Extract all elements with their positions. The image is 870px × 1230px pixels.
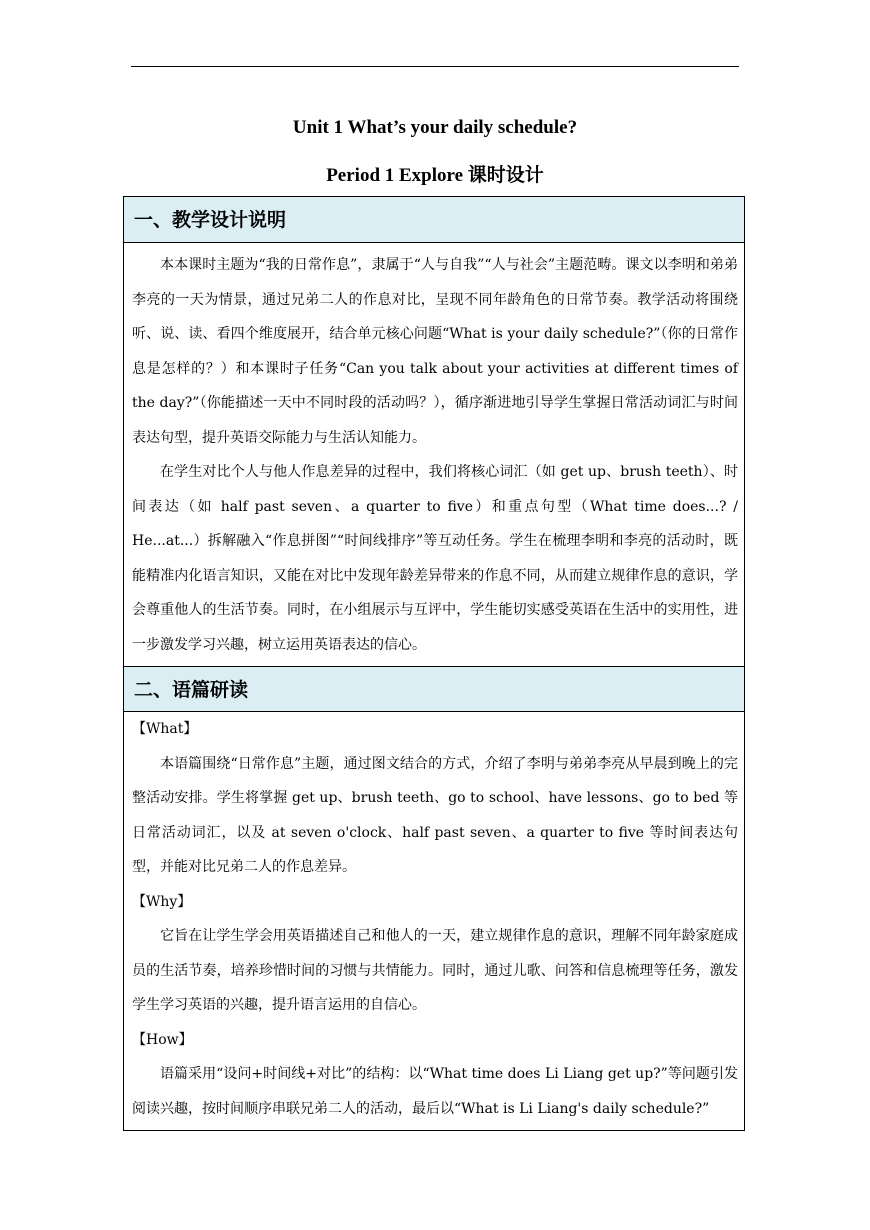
why-paragraph: 它旨在让学生学会用英语描述自己和他人的一天，建立规律作息的意识，理解不同年龄家庭成员的生活节奏，培养珍惜时间的习惯与共情能力。同时，通过儿歌、问答和信息梳理等任务，激发学生学习英语的兴趣，提升语言运用的自信心。 [132,928,738,1013]
section-heading-text-study: 二、语篇研读 [124,666,744,712]
lesson-design-table [123,196,745,1131]
document-subtitle: Period 1 Explore 课时设计 [326,165,544,186]
why-tag: 【Why】 [132,893,192,910]
what-tag: 【What】 [132,721,198,737]
header-rule [131,66,739,67]
design-paragraph-2: 在学生对比个人与他人作息差异的过程中，我们将核心词汇（如 get up、brush teeth）、时间表达（如 half past seven、a quarter to five）和重点句型（What time does...? / He...at...）拆解融入“作息拼图”“时间线排序”等互动任务。学生在梳理李明和李亮的活动时，既能精准内化语言知识，又能在对比中发现年龄差异带来的作息不同，从而建立规律作息的意识，学会尊重他人的生活节奏。同时，在小组展示与互评中，学生能切实感受英语在生活中的实用性，进一步激发学习兴趣，树立运用英语表达的信心。 [132,464,738,653]
document-title: Unit 1 What’s your daily schedule? [292,117,578,138]
how-tag: 【How】 [132,1031,193,1048]
section-body-text-study [124,712,744,1130]
section-heading-design: 一、教学设计说明 [124,197,744,243]
how-paragraph: 语篇采用“设问+时间线+对比”的结构：以“What time does Li Liang get up?”等问题引发阅读兴趣，按时间顺序串联兄弟二人的活动，最后以“What is Li Liang's daily schedule?” [132,1066,738,1117]
what-paragraph: 本语篇围绕“日常作息”主题，通过图文结合的方式，介绍了李明与弟弟李亮从早晨到晚上的完整活动安排。学生将掌握 get up、brush teeth、go to school、have lessons、go to bed 等日常活动词汇，以及 at seven o'clock、half past seven、a quarter to five 等时间表达句型，并能对比兄弟二人的作息差异。 [132,755,738,875]
design-paragraph-1: 本本课时主题为“我的日常作息”，隶属于“人与自我”“人与社会”主题范畴。课文以李明和弟弟李亮的一天为情景，通过兄弟二人的作息对比，呈现不同年龄角色的日常节奏。教学活动将围绕听、说、读、看四个维度展开，结合单元核心问题“What is your daily schedule?”（你的日常作息是怎样的？）和本课时子任务“Can you talk about your activities at different times of the day?”（你能描述一天中不同时段的活动吗？），循序渐进地引导学生掌握日常活动词汇与时间表达句型，提升英语交际能力与生活认知能力。 [132,257,738,446]
section-body-design [124,243,744,666]
